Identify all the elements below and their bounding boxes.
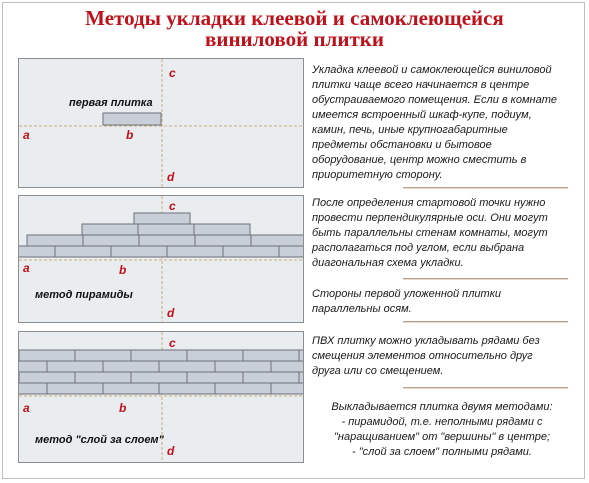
- tile: [195, 235, 251, 246]
- label-b: b: [119, 401, 127, 415]
- page-title: [0, 8, 589, 50]
- tile: [271, 383, 304, 394]
- text-line: обустраиваемого помещения. Если в комнате: [312, 94, 557, 106]
- tile: [19, 361, 47, 372]
- first-tile: [103, 113, 161, 125]
- label-b: b: [126, 128, 134, 142]
- label-a: a: [23, 128, 30, 142]
- tile: [47, 383, 103, 394]
- caption-layer-method: метод "слой за слоем": [35, 434, 164, 446]
- diagram-panel-pyramid: [18, 195, 304, 323]
- label-c: c: [169, 336, 176, 350]
- tile: [251, 235, 304, 246]
- tile: [19, 246, 55, 257]
- text-line: предметы обстановки и бытовое: [312, 139, 492, 151]
- caption-first-tile: первая плитка: [69, 97, 153, 109]
- text-line: Выкладывается плитка двумя методами:: [331, 401, 553, 413]
- text-line: приоритетную сторону.: [312, 169, 443, 181]
- text-line: Стороны первой уложенной плитки: [312, 288, 502, 300]
- tile: [19, 383, 47, 394]
- text-block-5: [308, 400, 576, 460]
- tile: [131, 350, 187, 361]
- tile: [215, 361, 271, 372]
- text-line: провести перпендикулярные оси. Они могут: [312, 212, 548, 224]
- divider: [403, 387, 568, 388]
- tile: [187, 372, 243, 383]
- tile: [159, 383, 215, 394]
- text-line: Укладка клеевой и самоклеющейся виниловой: [312, 64, 552, 76]
- text-block-4: [312, 334, 580, 379]
- tile: [82, 224, 138, 235]
- text-block-1: [312, 63, 580, 183]
- label-b: b: [119, 263, 127, 277]
- tile: [138, 224, 194, 235]
- diagram-panel-layer-by-layer: [18, 331, 304, 463]
- panel1-drawing: [19, 59, 304, 188]
- tile: [187, 350, 243, 361]
- tile: [19, 350, 75, 361]
- tile: [279, 246, 304, 257]
- tile: [131, 372, 187, 383]
- tile: [299, 372, 304, 383]
- panel2-drawing: [19, 196, 304, 323]
- text-line: оборудование, центр можно сместить в: [312, 154, 527, 166]
- text-line: располагаться под углом, если выбрана: [312, 242, 525, 254]
- text-line: параллельны осям.: [312, 303, 412, 315]
- label-c: c: [169, 66, 176, 80]
- text-line: диагональная схема укладки.: [312, 257, 464, 269]
- text-line: После определения стартовой точки нужно: [312, 197, 546, 209]
- tile: [75, 350, 131, 361]
- label-d: d: [167, 170, 175, 184]
- divider: [403, 278, 568, 279]
- title-line-2: виниловой плитки: [205, 27, 384, 51]
- tile: [75, 372, 131, 383]
- tile: [299, 350, 304, 361]
- tile: [139, 235, 195, 246]
- tile: [27, 235, 83, 246]
- tile: [103, 383, 159, 394]
- label-d: d: [167, 306, 175, 320]
- tile: [215, 383, 271, 394]
- text-line: друга или со смещением.: [312, 365, 444, 377]
- tile: [194, 224, 250, 235]
- tile: [83, 235, 139, 246]
- text-line: быть параллельны стенам комнаты, могут: [312, 227, 548, 239]
- text-line: "наращиванием" от "вершины" в центре;: [334, 431, 550, 443]
- text-line: - "слой за слоем" полными рядами.: [352, 446, 532, 458]
- caption-pyramid-method: метод пирамиды: [35, 289, 133, 301]
- tile: [55, 246, 111, 257]
- tile: [134, 213, 190, 224]
- tile: [243, 350, 299, 361]
- label-d: d: [167, 444, 175, 458]
- label-a: a: [23, 261, 30, 275]
- tile: [103, 361, 159, 372]
- text-line: имеется встроенный шкаф-купе, подиум,: [312, 109, 532, 121]
- tile: [159, 361, 215, 372]
- divider: [403, 187, 568, 188]
- divider: [403, 321, 568, 322]
- tile: [223, 246, 279, 257]
- diagram-panel-first-tile: [18, 58, 304, 188]
- text-line: - пирамидой, т.е. неполными рядами с: [341, 416, 543, 428]
- label-a: a: [23, 401, 30, 415]
- text-line: камин, печь, иные крупногабаритные: [312, 124, 508, 136]
- tile: [19, 372, 75, 383]
- text-line: смещения элементов относительно друг: [312, 350, 533, 362]
- tile: [167, 246, 223, 257]
- text-block-3: [312, 287, 580, 317]
- label-c: c: [169, 199, 176, 213]
- tile: [243, 372, 299, 383]
- tile: [111, 246, 167, 257]
- text-line: плитки чаще всего начинается в центре: [312, 79, 530, 91]
- tile: [271, 361, 304, 372]
- title-line-1: Методы укладки клеевой и самоклеющейся: [85, 6, 504, 30]
- text-line: ПВХ плитку можно укладывать рядами без: [312, 335, 540, 347]
- tile: [47, 361, 103, 372]
- text-block-2: [312, 196, 580, 271]
